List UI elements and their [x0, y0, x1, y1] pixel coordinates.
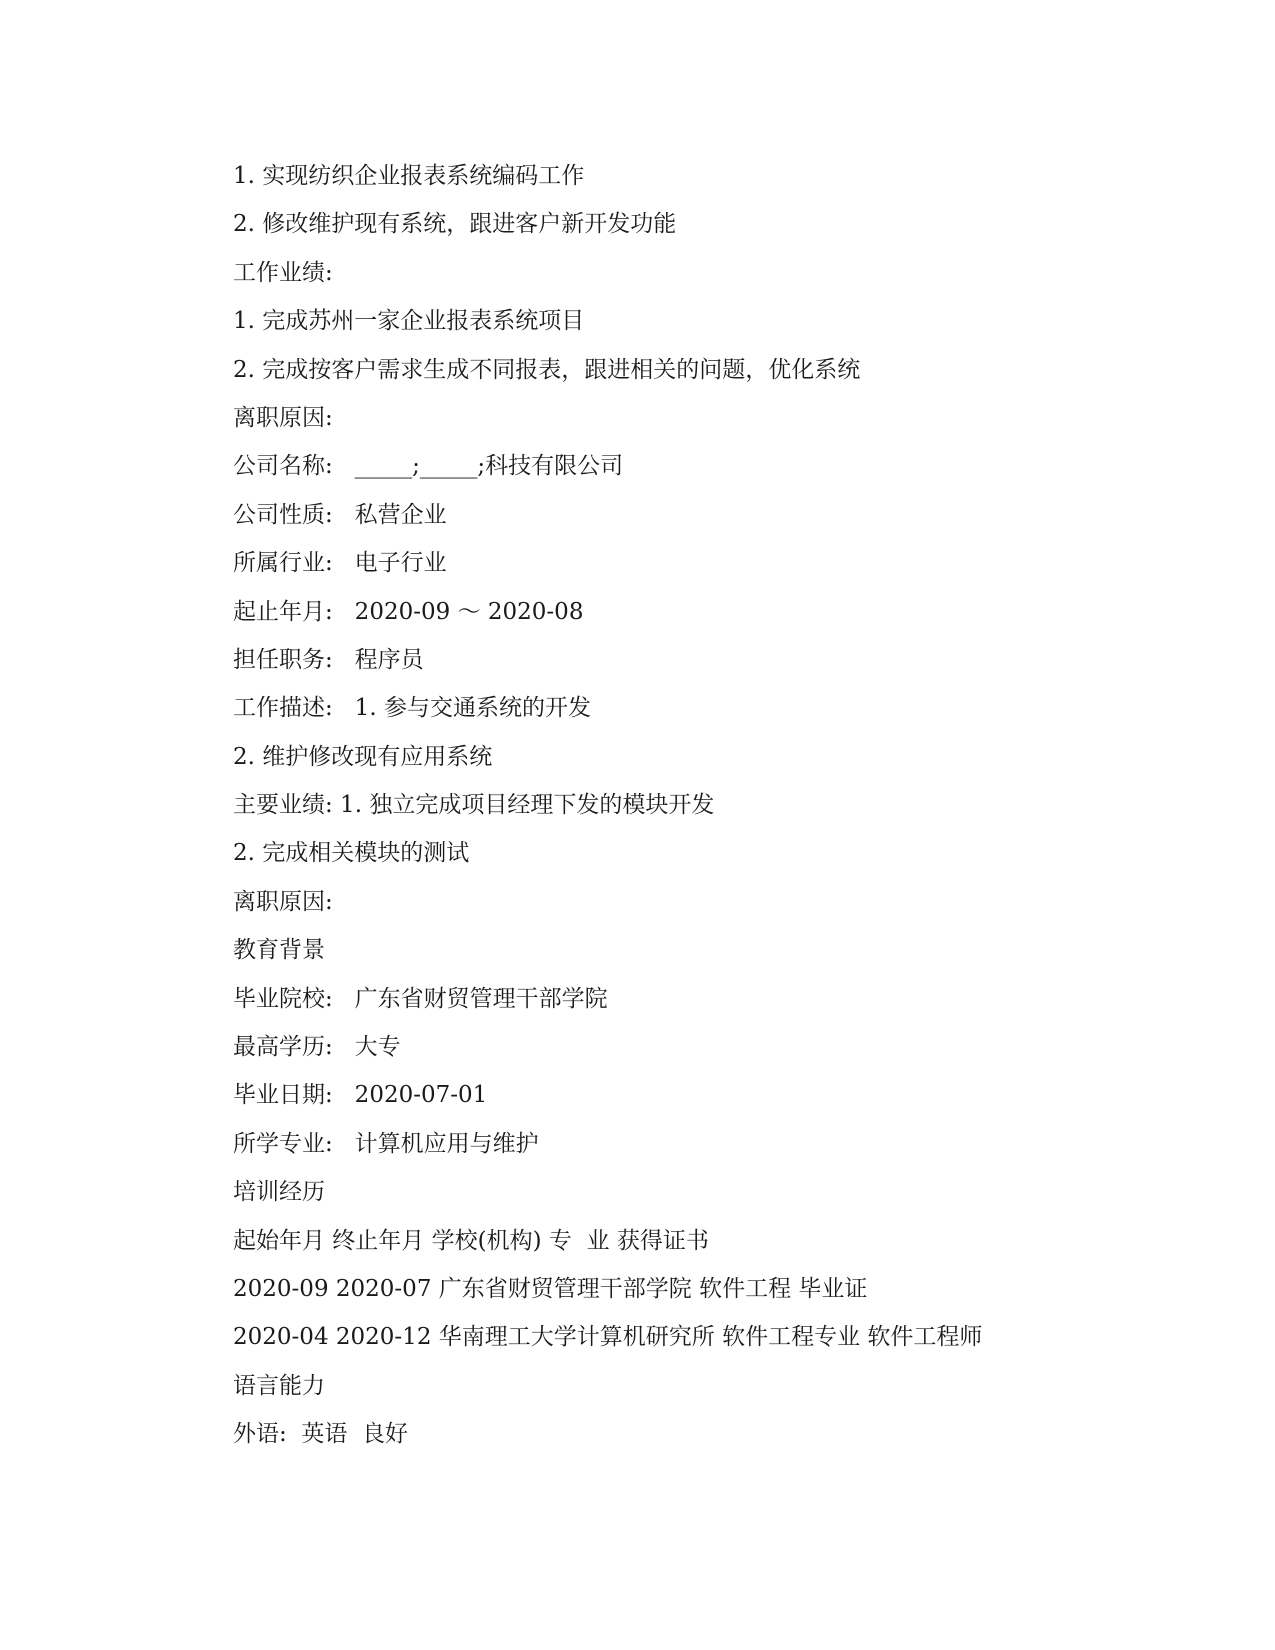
main-achievement-2: 2. 完成相关模块的测试: [233, 840, 470, 867]
industry: 所属行业: 电子行业: [233, 550, 447, 577]
education-heading: 教育背景: [233, 937, 325, 964]
document-body: [233, 152, 1213, 1459]
duty-line-1: 1. 实现纺织企业报表系统编码工作: [233, 163, 585, 189]
achievements-heading: 工作业绩:: [233, 259, 333, 286]
company-type: 公司性质: 私营企业: [233, 501, 447, 528]
major: 所学专业: 计算机应用与维护: [233, 1130, 539, 1157]
position: 担任职务: 程序员: [233, 646, 424, 673]
language-heading: 语言能力: [233, 1372, 325, 1399]
foreign-language: 外语: 英语 良好: [233, 1421, 408, 1448]
achievement-line-2: 2. 完成按客户需求生成不同报表，跟进相关的问题，优化系统: [233, 356, 861, 383]
company-name: 公司名称: _____;_____;科技有限公司: [233, 453, 624, 480]
leave-reason-1: 离职原因:: [233, 404, 333, 431]
training-header-row: 起始年月 终止年月 学校(机构) 专 业 获得证书: [233, 1227, 709, 1254]
training-row-1: 2020-09 2020-07 广东省财贸管理干部学院 软件工程 毕业证: [233, 1275, 868, 1302]
training-heading: 培训经历: [233, 1179, 325, 1206]
duty-line-2: 2. 修改维护现有系统，跟进客户新开发功能: [233, 211, 677, 238]
job-description-2: 2. 维护修改现有应用系统: [233, 743, 493, 770]
graduation-date: 毕业日期: 2020-07-01: [233, 1082, 488, 1109]
achievement-line-1: 1. 完成苏州一家企业报表系统项目: [233, 308, 585, 335]
job-description-1: 工作描述: 1. 参与交通系统的开发: [233, 695, 591, 722]
main-achievement-1: 主要业绩: 1. 独立完成项目经理下发的模块开发: [233, 792, 715, 819]
training-row-2: 2020-04 2020-12 华南理工大学计算机研究所 软件工程专业 软件工程师: [233, 1324, 983, 1351]
period: 起止年月: 2020-09 ～ 2020-08: [233, 598, 584, 625]
highest-degree: 最高学历: 大专: [233, 1034, 401, 1061]
leave-reason-2: 离职原因:: [233, 888, 333, 915]
school: 毕业院校: 广东省财贸管理干部学院: [233, 985, 608, 1012]
